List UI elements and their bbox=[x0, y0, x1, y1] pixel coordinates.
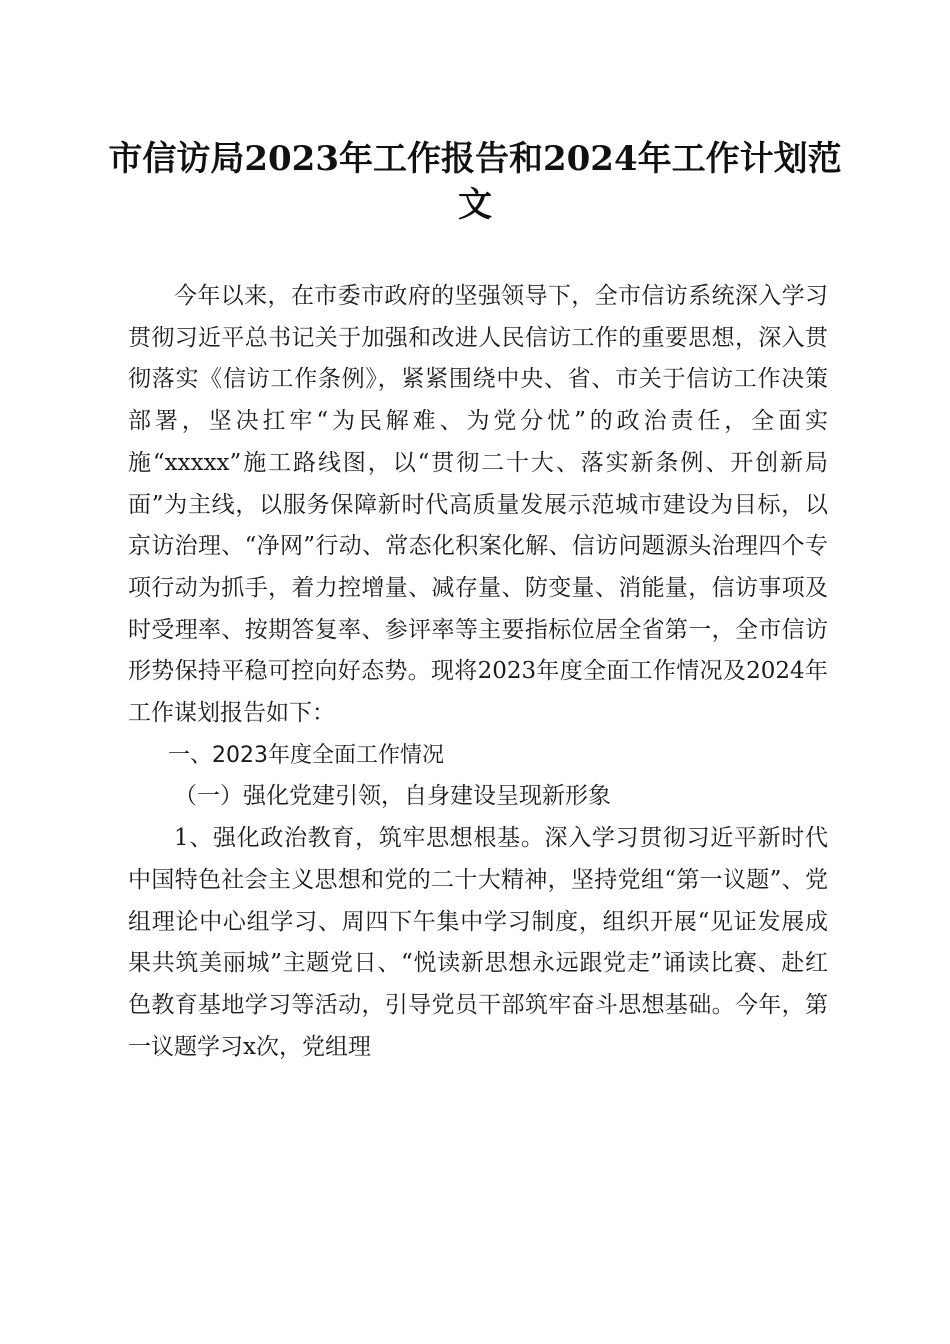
intro-paragraph: 今年以来，在市委市政府的坚强领导下，全市信访系统深入学习贯彻习近平总书记关于加强和改进人民信访工作的重要思想，深入贯彻落实《信访工作条例》，紧紧围绕中央、省、市关于信访工作决策部署，坚决扛牢“为民解难、为党分忧”的政治责任，全面实施“xxxxx”施工路线图，以“贯彻二十大、落实新条例、开创新局面”为主线，以服务保障新时代高质量发展示范城市建设为目标，以京访治理、“净网”行动、常态化积案化解、信访问题源头治理四个专项行动为抓手，着力控增量、减存量、防变量、消能量，信访事项及时受理率、按期答复率、参评率等主要指标位居全省第一，全市信访形势保持平稳可控向好态势。现将2023年度全面工作情况及2024年工作谋划报告如下： bbox=[128, 283, 828, 727]
body-paragraph: 1、强化政治教育，筑牢思想根基。深入学习贯彻习近平新时代中国特色社会主义思想和党的二十大精神，坚持党组“第一议题”、党组理论中心组学习、周四下午集中学习制度，组织开展“见证发展成果共筑美丽城”主题党日、“悦读新思想永远跟党走”诵读比赛、赴红色教育基地学习等活动，引导党员干部筑牢奋斗思想基础。今年，第一议题学习x次，党组理 bbox=[128, 825, 828, 1060]
document-body bbox=[128, 276, 828, 1068]
section-heading: 一、2023年度全面工作情况 bbox=[168, 742, 444, 768]
document-title: 市信访局2023年工作报告和2024年工作计划范文 bbox=[108, 139, 842, 225]
subsection-heading: （一）强化党建引领，自身建设呈现新形象 bbox=[174, 783, 611, 810]
